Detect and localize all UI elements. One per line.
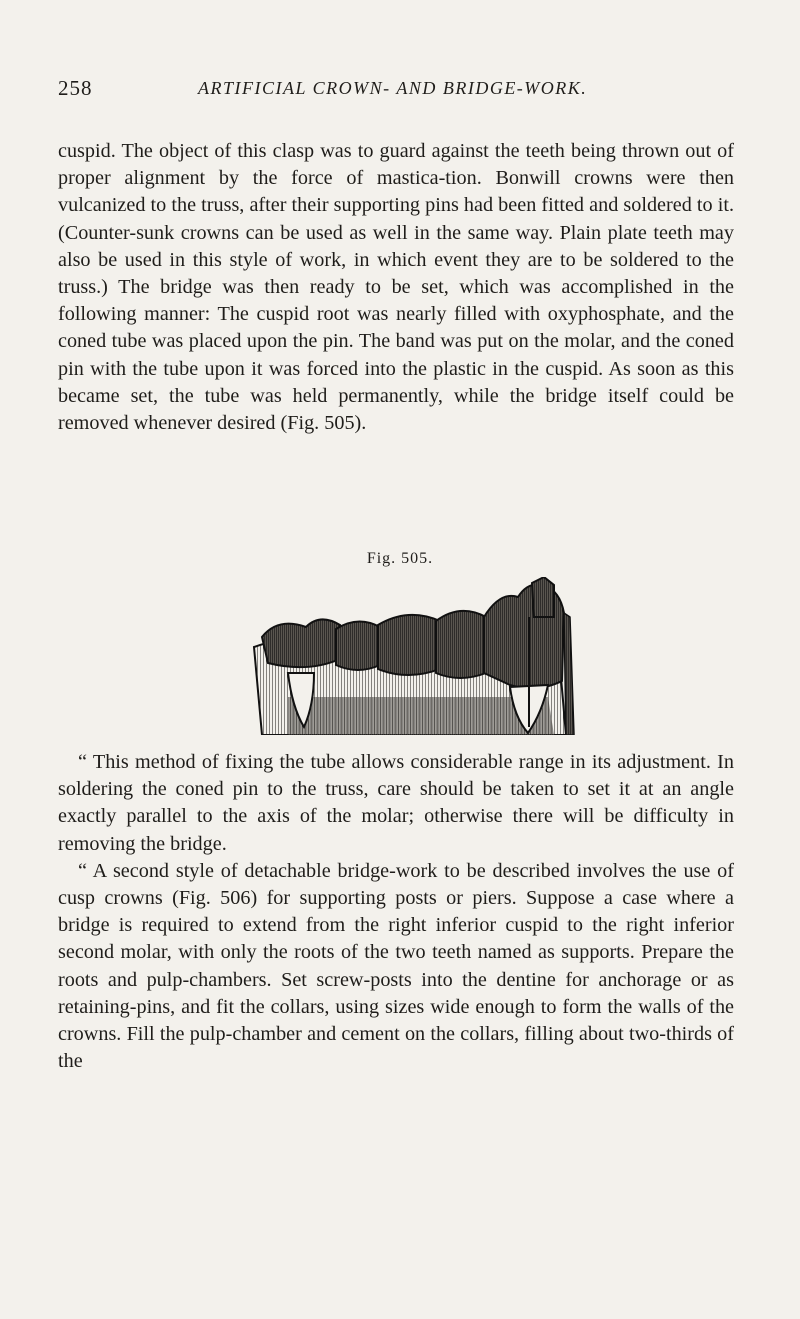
paragraph: cuspid. The object of this clasp was to guard against the teeth being thrown out of proper alignment by the force of mastica-tion. Bonwill crowns were then vulcanized to the truss, after their supporting pins had been fitted and soldered to it. (Counter-sunk crowns can be used as well in the same way. Plain plate teeth may also be used in this style of work, in which event they are to be soldered to the truss.) The bridge was then ready to be set, which was accomplished in the following manner: The cuspid root was nearly filled with oxyphosphate, and the coned tube was placed upon the pin. The band was put on the molar, and the coned pin with the tube upon it was forced into the plastic in the cuspid. As soon as this became set, the tube was held permanently, while the bridge itself could be removed whenever desired (Fig. 505). <box>58 140 734 435</box>
figure-caption: Fig. 505. <box>366 550 434 567</box>
body-text-top <box>58 138 734 437</box>
page-number: 258 <box>58 76 93 100</box>
crown-middle-1 <box>336 621 380 670</box>
paragraph: “ This method of fixing the tube allows considerable range in its adjustment. In soldering the coned pin to the truss, care should be taken to set it at an angle exactly parallel to the axis of the molar; otherwise there will be difficulty in removing the bridge. <box>58 751 734 855</box>
running-head <box>58 76 778 106</box>
body-text-bottom <box>58 749 734 1075</box>
coned-tube <box>532 577 554 617</box>
running-title: ARTIFICIAL CROWN- AND BRIDGE-WORK. <box>198 78 588 98</box>
crown-middle-2 <box>378 615 440 675</box>
bridge-illustration <box>248 577 588 735</box>
crown-left <box>262 619 340 667</box>
paragraph: “ A second style of detachable bridge-work to be described involves the use of cusp crowns (Fig. 506) for supporting posts or piers. Suppose a case where a bridge is required to extend from the right inferior cuspid to the right inferior second molar, with only the roots of the two teeth named as supports. Prepare the roots and pulp-chambers. Set screw-posts into the dentine for anchorage or as retaining-pins, and fit the collars, using sizes wide enough to form the walls of the crowns. Fill the pulp-chamber and cement on the collars, filling about two-thirds of the <box>58 859 734 1073</box>
crown-middle-3 <box>436 611 486 678</box>
